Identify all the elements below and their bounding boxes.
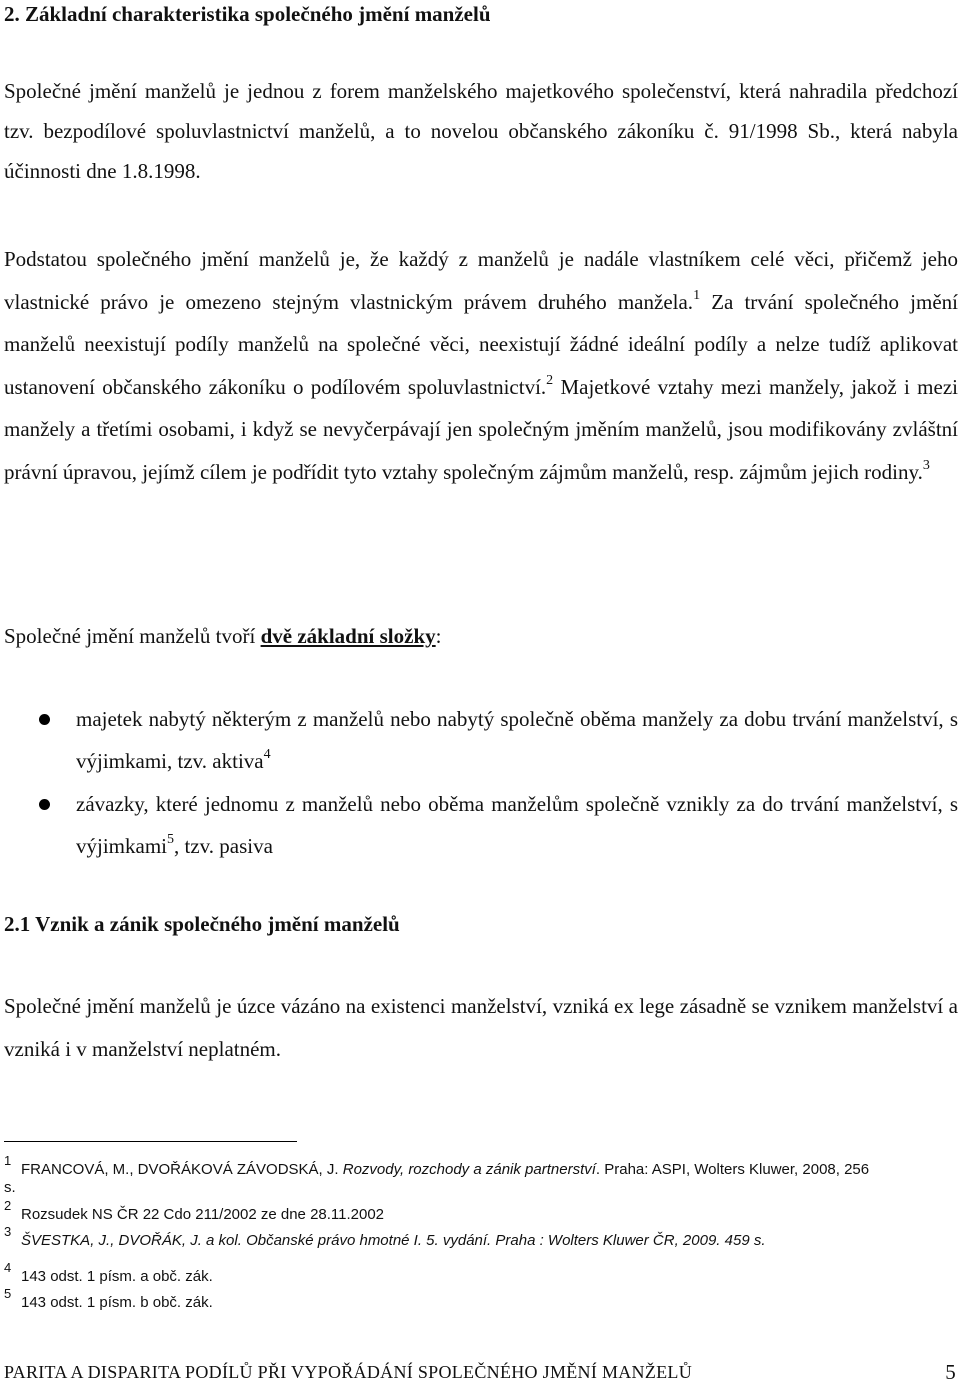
footnote-4 [4, 1260, 956, 1286]
footnote-text: 143 odst. 1 písm. b obč. zák. [21, 1294, 213, 1311]
paragraph-origin: Společné jmění manželů je úzce vázáno na existenci manželství, vzniká ex lege zásadně se vznikem manželství a vzniká i v manželství neplatném. [4, 994, 958, 1061]
footnote-number: 4 [4, 1260, 12, 1275]
section-heading: 2. Základní charakteristika společného jmění manželů [4, 2, 491, 26]
components-list [0, 698, 960, 867]
footnote-title: Občanské právo hmotné I. 5. vydání. Praha : Wolters Kluwer ČR, 2009. 459 s. [246, 1232, 766, 1249]
footnote-text: 143 odst. 1 písm. a obč. zák. [21, 1268, 213, 1285]
footnote-ref-2[interactable]: 2 [546, 372, 554, 388]
footnote-wrap: s. [4, 1179, 16, 1196]
footnote-ref-1[interactable]: 1 [693, 287, 701, 303]
list-item-tail: , tzv. pasiva [174, 834, 273, 858]
list-item-text: závazky, které jednomu z manželů nebo oběma manželům společně vznikly za do trvání manželství, s výjimkami [76, 792, 958, 858]
footnote-number: 2 [4, 1198, 12, 1213]
paragraph-intro: Společné jmění manželů je jednou z forem manželského majetkového společenství, která nahradila předchozí tzv. bezpodílové spoluvlastnictví manželů, a to novelou občanského zákoníku č. 91/1998 Sb., která nabyla účinnosti dne 1.8.1998. [4, 79, 958, 183]
list-item-liabilities [0, 783, 958, 867]
bullet-icon [39, 799, 50, 810]
bullet-icon [39, 714, 50, 725]
footnote-number: 3 [4, 1224, 12, 1239]
footnote-authors: FRANCOVÁ, M., DVOŘÁKOVÁ ZÁVODSKÁ, J. [21, 1161, 343, 1178]
footnote-title: Rozvody, rozchody a zánik partnerství [342, 1161, 596, 1178]
footnote-rest: . Praha: ASPI, Wolters Kluwer, 2008, 256 [595, 1161, 870, 1178]
paragraph-essence-part-b: Za trvání společného jmění manželů neexistují podíly manželů na společné věci, neexistují žádné ideální podíly a nelze tudíž aplikovat ustanovení občanského zákoníku o podílovém spoluvlastnictví. [4, 289, 958, 399]
footnote-ref-3[interactable]: 3 [922, 457, 930, 473]
paragraph-essence-part-c: Majetkové vztahy mezi manžely, jakož i mezi manžely a třetími osobami, i když se nevyčerpávají jen společným jměním manželů, jsou modifikovány zvláštní právní úpravou, jejímž cílem je podřídit tyto vztahy společným zájmům manželů, resp. zájmům jejich rodiny. [4, 374, 958, 484]
components-intro-text: Společné jmění manželů tvoří [4, 624, 261, 648]
footnote-2 [4, 1198, 956, 1224]
footnote-number: 5 [4, 1286, 12, 1301]
footnote-ref-4[interactable]: 4 [263, 747, 271, 762]
list-item-assets [0, 698, 958, 782]
paragraph-components-intro [4, 621, 958, 651]
subsection-heading: 2.1 Vznik a zánik společného jmění manželů [4, 912, 400, 936]
page-footer [4, 1362, 956, 1382]
paragraph-essence-part-a: Podstatou společného jmění manželů je, že každý z manželů je nadále vlastníkem celé věci, přičemž jeho vlastnické právo je omezeno stejným vlastnickým právem druhého manžela. [4, 247, 958, 314]
components-emphasis: dvě základní složky [260, 624, 436, 648]
footnote-separator [4, 1141, 297, 1142]
list-item-text: majetek nabytý některým z manželů nebo nabytý společně oběma manžely za dobu trvání manželství, s výjimkami, tzv. aktiva [76, 707, 958, 773]
footnote-text: Rozsudek NS ČR 22 Cdo 211/2002 ze dne 28.11.2002 [21, 1206, 385, 1223]
footnote-3 [4, 1224, 956, 1250]
page-number: 5 [945, 1360, 956, 1384]
footnote-ref-5[interactable]: 5 [167, 832, 174, 847]
footer-title: PARITA A DISPARITA PODÍLŮ PŘI VYPOŘÁDÁNÍ SPOLEČNÉHO JMĚNÍ MANŽELŮ [4, 1362, 693, 1382]
footnote-5 [4, 1286, 956, 1312]
footnote-number: 1 [4, 1153, 12, 1168]
footnote-1 [4, 1153, 956, 1196]
paragraph-essence [4, 238, 958, 493]
components-colon: : [435, 624, 442, 648]
footnote-authors: ŠVESTKA, J., DVOŘÁK, J. a kol. [21, 1232, 247, 1249]
